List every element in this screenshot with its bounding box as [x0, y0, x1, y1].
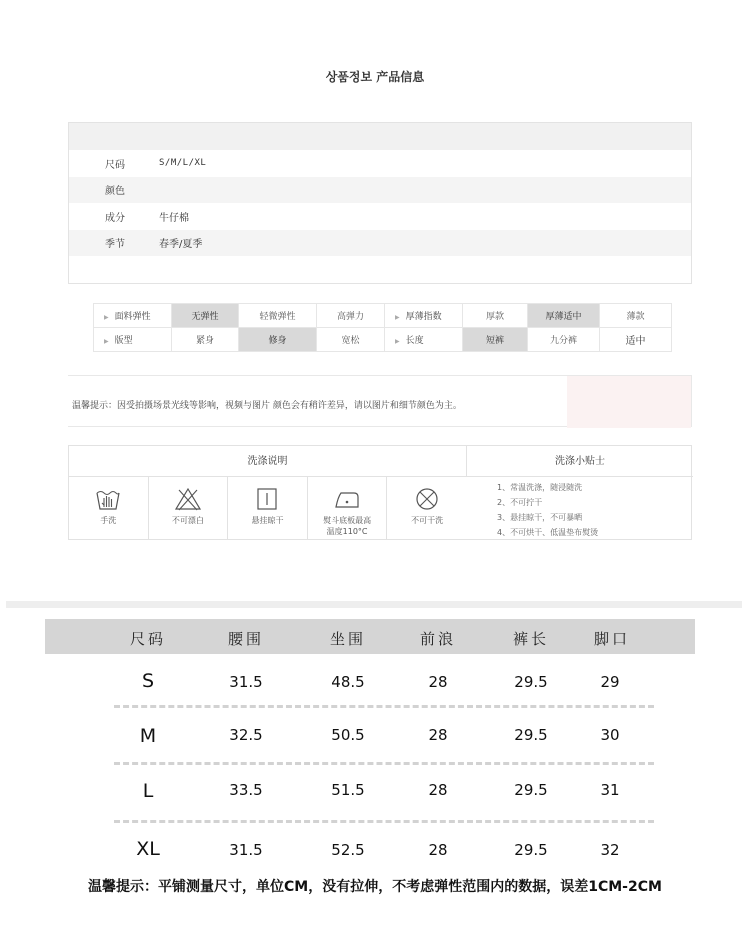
- wash-cell-no-bleach: [149, 477, 229, 540]
- cell-front-rise: 28: [428, 781, 448, 799]
- cell-size: S: [141, 670, 155, 692]
- attribute-row-fit: [94, 328, 672, 352]
- info-row-season: [69, 230, 691, 257]
- cell-waist: 32.5: [229, 726, 263, 744]
- attribute-option: 高弹力: [317, 304, 385, 328]
- section-divider: [6, 601, 742, 608]
- wash-tips-list: [497, 480, 598, 540]
- attribute-heading-label: 长度: [405, 336, 424, 346]
- wash-tips-header: 洗涤小贴士: [467, 446, 693, 477]
- header-size: 尺码: [129, 630, 167, 648]
- info-value: 春季/夏季: [159, 239, 203, 251]
- cell-hip: 51.5: [331, 781, 365, 799]
- wash-cell-hang-dry: [228, 477, 308, 540]
- cell-length: 29.5: [514, 781, 548, 799]
- attribute-option: 宽松: [317, 328, 385, 352]
- wash-cell-hand-wash: [69, 477, 149, 540]
- notice-accent: [567, 376, 691, 428]
- header-waist: 腰围: [227, 630, 265, 648]
- header-leg-opening: 脚口: [593, 630, 631, 648]
- info-label: 季节: [105, 239, 125, 251]
- cell-front-rise: 28: [428, 841, 448, 859]
- cell-leg-opening: 32: [600, 841, 620, 859]
- attribute-option: 九分裤: [528, 328, 600, 352]
- info-row-color: [69, 177, 691, 204]
- attribute-option: 适中: [600, 328, 672, 352]
- attribute-heading-label: 面料弹性: [114, 312, 151, 322]
- info-row-material: [69, 203, 691, 230]
- hand-wash-icon: [93, 485, 123, 513]
- attribute-heading: [94, 328, 172, 352]
- attribute-heading-label: 厚薄指数: [405, 312, 442, 322]
- cell-hip: 50.5: [331, 726, 365, 744]
- table-row: [0, 670, 750, 700]
- attribute-heading: [385, 304, 463, 328]
- triangle-icon: ▶: [395, 338, 400, 345]
- wash-header: 洗涤说明: [69, 446, 467, 477]
- info-value: S/M/L/XL: [159, 158, 207, 169]
- wash-label: 不可漂白: [171, 516, 204, 525]
- wash-tip: 3、悬挂晾干，不可暴晒: [497, 513, 583, 522]
- notice-text: 温馨提示：因受拍摄场景光线等影响，视频与图片 颜色会有稍许差异，请以图片和细节颜色为主。: [72, 401, 462, 411]
- wash-label: 手洗: [100, 516, 117, 525]
- attribute-heading: [94, 304, 172, 328]
- cell-length: 29.5: [514, 841, 548, 859]
- cell-size: L: [142, 780, 154, 802]
- cell-size: M: [139, 725, 157, 747]
- cell-leg-opening: 29: [600, 673, 620, 691]
- wash-cell-no-dry-clean: [387, 477, 467, 540]
- attribute-heading-label: 版型: [114, 336, 133, 346]
- attribute-heading: [385, 328, 463, 352]
- cell-waist: 33.5: [229, 781, 263, 799]
- no-dry-clean-icon: [412, 485, 442, 513]
- triangle-icon: ▶: [395, 314, 400, 321]
- measurement-note: 温馨提示：平铺测量尺寸，单位CM，没有拉伸，不考虑弹性范围内的数据，误差1CM-2CM: [88, 879, 662, 895]
- cell-hip: 48.5: [331, 673, 365, 691]
- wash-tip: 2、不可拧干: [497, 498, 543, 507]
- attribute-option: 薄款: [600, 304, 672, 328]
- wash-tip: 1、常温洗涤，随浸随洗: [497, 483, 583, 492]
- no-bleach-icon: [173, 485, 203, 513]
- cell-waist: 31.5: [229, 841, 263, 859]
- info-header-band: [69, 123, 691, 150]
- table-row: [0, 725, 750, 755]
- attribute-option-selected: 修身: [239, 328, 317, 352]
- info-label: 尺码: [105, 159, 125, 171]
- cell-hip: 52.5: [331, 841, 365, 859]
- header-front-rise: 前浪: [419, 630, 457, 648]
- header-hip: 坐围: [329, 630, 367, 648]
- attribute-option: 紧身: [172, 328, 239, 352]
- product-info-panel: [68, 122, 692, 284]
- triangle-icon: ▶: [104, 314, 109, 321]
- wash-label: 熨斗底板最高: [323, 516, 372, 525]
- cell-front-rise: 28: [428, 673, 448, 691]
- wash-cell-iron: [308, 477, 388, 540]
- attribute-row-elasticity: [94, 304, 672, 328]
- page-title: 상품정보 产品信息: [325, 70, 425, 84]
- wash-label: 不可干洗: [411, 516, 444, 525]
- row-separator: [114, 820, 654, 823]
- table-row: [0, 838, 750, 868]
- cell-size: XL: [136, 838, 160, 860]
- hang-dry-icon: [252, 485, 282, 513]
- cell-leg-opening: 31: [600, 781, 620, 799]
- notice-panel: [68, 375, 692, 427]
- attribute-option-selected: 无弹性: [172, 304, 239, 328]
- wash-icon-row: [69, 477, 467, 540]
- row-separator: [114, 705, 654, 708]
- info-value: 牛仔棉: [159, 212, 189, 224]
- size-table-header: [45, 619, 695, 654]
- attribute-option-selected: 短裤: [463, 328, 528, 352]
- info-label: 颜色: [105, 186, 125, 198]
- attribute-option: 轻微弹性: [239, 304, 317, 328]
- row-separator: [114, 762, 654, 765]
- table-row: [0, 780, 750, 810]
- wash-tip: 4、不可烘干、低温垫布熨烫: [497, 528, 599, 537]
- cell-front-rise: 28: [428, 726, 448, 744]
- attribute-option: 厚款: [463, 304, 528, 328]
- wash-instructions: [68, 445, 692, 540]
- info-row-size: [69, 150, 691, 177]
- iron-icon: [332, 485, 362, 513]
- triangle-icon: ▶: [104, 338, 109, 345]
- attribute-grid: [93, 303, 672, 352]
- header-length: 裤长: [512, 630, 550, 648]
- cell-leg-opening: 30: [600, 726, 620, 744]
- wash-label-line2: 温度110°C: [326, 527, 368, 536]
- info-label: 成分: [105, 212, 125, 224]
- attribute-option-selected: 厚薄适中: [528, 304, 600, 328]
- cell-length: 29.5: [514, 673, 548, 691]
- wash-label: 悬挂晾干: [251, 516, 284, 525]
- cell-waist: 31.5: [229, 673, 263, 691]
- cell-length: 29.5: [514, 726, 548, 744]
